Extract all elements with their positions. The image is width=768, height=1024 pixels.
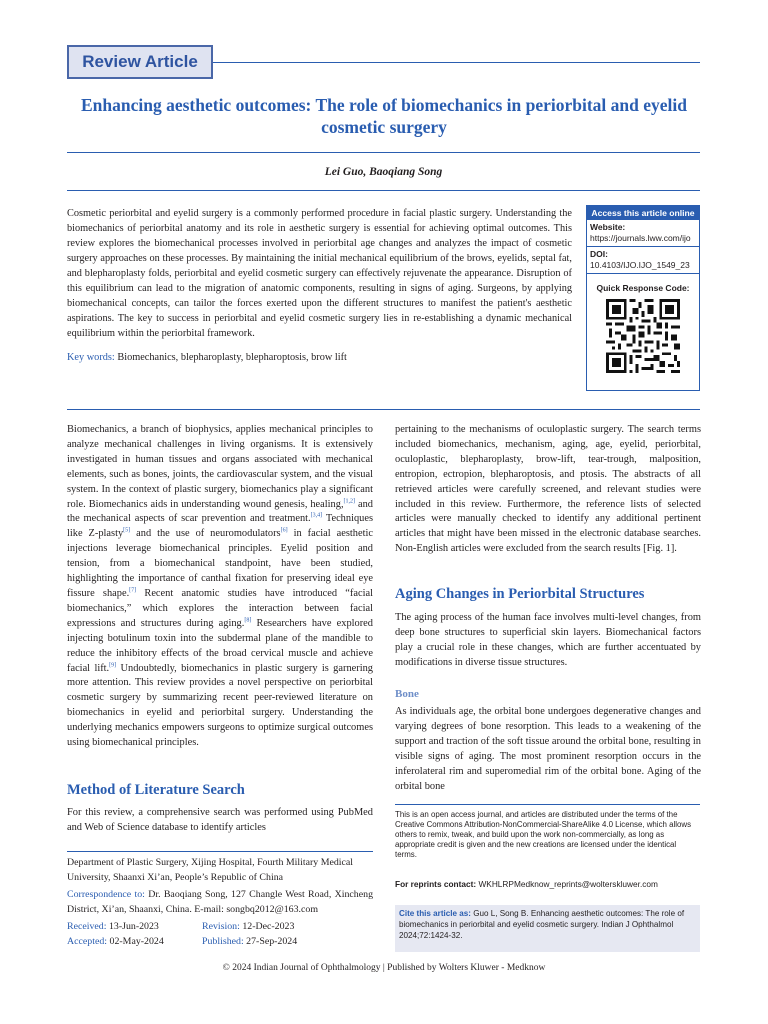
reprints-email[interactable]: WKHLRPMedknow_reprints@wolterskluwer.com bbox=[478, 879, 658, 889]
keywords-value: Biomechanics, blepharoplasty, blepharoptosis, brow lift bbox=[117, 352, 347, 363]
method-paragraph: For this review, a comprehensive search was performed using PubMed and Web of Science database to identify articles bbox=[67, 807, 373, 833]
access-box bbox=[586, 205, 700, 391]
article-type-badge: Review Article bbox=[67, 45, 213, 79]
published-label: Published: bbox=[202, 935, 244, 947]
doi-link[interactable]: 10.4103/IJO.IJO_1549_23 bbox=[590, 260, 690, 270]
keywords-label: Key words: bbox=[67, 352, 115, 363]
dates-block bbox=[67, 920, 373, 949]
affiliation-rule bbox=[67, 851, 373, 852]
authors: Lei Guo, Baoqiang Song bbox=[324, 166, 443, 178]
received-label: Received: bbox=[67, 921, 107, 932]
website-row bbox=[587, 220, 699, 247]
reprints-label: For reprints contact: bbox=[395, 879, 477, 889]
accepted-label: Accepted: bbox=[67, 935, 108, 947]
accepted-date: 02-May-2024 bbox=[109, 935, 164, 947]
affiliation: Department of Plastic Surgery, Xijing Hospital, Fourth Military Medical University, Shaanxi Xi’an, People’s Republic of China bbox=[67, 857, 354, 883]
doi-label: DOI: bbox=[590, 249, 608, 259]
correspondence-text: Dr. Baoqiang Song, 127 Changle West Road, Xincheng District, Xi’an, Shaanxi, China. E-mail: songbq2012@163.com bbox=[67, 889, 374, 915]
revision-label: Revision: bbox=[202, 921, 240, 932]
reprints-note bbox=[395, 879, 700, 889]
access-box-title: Access this article online bbox=[587, 206, 699, 220]
abstract-rule bbox=[67, 409, 700, 410]
left-column bbox=[67, 423, 373, 751]
received-date: 13-Jun-2023 bbox=[108, 921, 159, 932]
header-rule bbox=[213, 62, 700, 63]
authors-rule bbox=[67, 190, 700, 191]
keywords bbox=[67, 350, 572, 365]
page-footer: © 2024 Indian Journal of Ophthalmology | Published by Wolters Kluwer - Medknow bbox=[222, 963, 546, 973]
qr-code-icon[interactable] bbox=[606, 299, 680, 373]
aging-paragraph: The aging process of the human face involves multi-level changes, from deep bone structures to superficial skin layers. Biomechanical factors play a crucial role in these changes, which are further accentuated by modifications in diverse tissue structures. bbox=[395, 612, 701, 668]
correspondence bbox=[67, 888, 373, 917]
bone-heading: Bone bbox=[395, 688, 419, 700]
method-heading: Method of Literature Search bbox=[67, 782, 245, 798]
website-link[interactable]: https://journals.lww.com/ijo bbox=[590, 233, 691, 243]
cite-box bbox=[395, 905, 700, 952]
title-rule bbox=[67, 152, 700, 153]
qr-label: Quick Response Code: bbox=[596, 283, 690, 293]
abstract: Cosmetic periorbital and eyelid surgery is a commonly performed procedure in facial plastic surgery. Understanding the biomechanics of periorbital anatomy and its role in aesthetic surgery is essential for achieving optimal outcomes. This review explores the biomechanical processes involved in periorbital age changes and analyzes the impact of cosmetic surgery approaches on these processes. By maintaining the initial mechanical equilibrium of the brows, eyelids, septal fat, and blepharoplasty folds, periorbital and eyelid cosmetic surgery can effectively rejuvenate the appearance. Disruption of this equilibrium can lead to the migration of anatomic components, resulting in signs of aging. Surgeons, by applying biomechanical concepts, can tailor the forces exerted upon the different structures to manifest the patient's aesthetic aspirations. The key to success in periorbital and eyelid cosmetic surgery lies in re-establishing a dynamic mechanical equilibrium within the periorbital framework. bbox=[67, 208, 572, 339]
website-label: Website: bbox=[590, 222, 626, 232]
bone-paragraph: As individuals age, the orbital bone undergoes degenerative changes and varying degrees of bone resorption. This leads to a weakening of the support and traction of the soft tissue around the orbital bone, resulting in visible signs of aging. The most prominent resorption occurs in the inferolateral rim and superomedial rim of the orbital bone. Aging of the orbital bone bbox=[395, 706, 701, 792]
license-note: This is an open access journal, and articles are distributed under the terms of the Creative Commons Attribution-NonCommercial-ShareAlike 4.0 License, which allows others to remix, tweak, and build upon the work non-commercially, as long as appropriate credit is given and the new creations are licensed under the identical terms. bbox=[395, 810, 692, 859]
revision-date: 12-Dec-2023 bbox=[242, 921, 295, 932]
search-paragraph: pertaining to the mechanisms of oculoplastic surgery. The search terms included biomechanics, mechanism, aging, age, eyelid, periorbital, oculoplastic, blepharoplasty, brow-lift, tear-trough, malposition, entropion, ectropion, blepharoptosis, and ptosis. The abstracts of all retrieved articles were carefully screened, and relevant studies were included in this review. Furthermore, the reference lists of selected articles were manually checked to identify any additional pertinent articles that might have been missed in the electronic database searches. Non-English articles were excluded from the search results [Fig. 1]. bbox=[395, 424, 701, 555]
article-title: Enhancing aesthetic outcomes: The role of biomechanics in periorbital and eyelid cosmetic surgery bbox=[80, 95, 687, 137]
published-date: 27-Sep-2024 bbox=[246, 935, 298, 947]
license-rule bbox=[395, 804, 700, 805]
aging-heading: Aging Changes in Periorbital Structures bbox=[395, 586, 645, 602]
intro-paragraph: Biomechanics, a branch of biophysics, applies mechanical principles to analyze mechanical challenges in living organisms. It is extensively investigated in human tissues and organs associated with mechanical elements, such as bones, joints, the cardiovascular system, and the visual system. In the context of plastic surgery, biomechanics play a significant role. Biomechanics aids in understanding wound genesis, healing,[1,2] and the mechanical aspects of scar prevention and treatment.[3,4] Techniques like Z-plasty[5] and the use of neuromodulators[6] in facial aesthetic injections leverage biomechanical principles. Eyelid position and tension, from a biomechanical standpoint, have been studied, highlighting the importance of canthal fixation for preserving ideal eye fissure shape.[7] Recent anatomic studies have introduced “facial biomechanics,” which explores the interaction between facial expressions and structures during aging.[8] Researchers have explored injecting botulinum toxin into the subdermal plane of the mandible to reduce the inhibitory effects of the broad cervical muscle and achieve facial lift.[9] Undoubtedly, biomechanics in plastic surgery is garnering more attention. This review provides a novel perspective on periorbital cosmetic surgery by summarizing recent peer-reviewed literature on biomechanics in eyelid and periorbital surgery. Understanding the underlying mechanics empowers surgeons to optimize surgical outcomes using biomechanical principles. bbox=[67, 424, 374, 749]
doi-row bbox=[587, 247, 699, 274]
cite-text: Guo L, Song B. Enhancing aesthetic outcomes: The role of biomechanics in periorbital and eyelid cosmetic surgery. Indian J Ophthalmol 2024;72:1424-32. bbox=[399, 909, 685, 940]
correspondence-label: Correspondence to: bbox=[67, 889, 145, 900]
cite-label: Cite this article as: bbox=[399, 909, 471, 918]
